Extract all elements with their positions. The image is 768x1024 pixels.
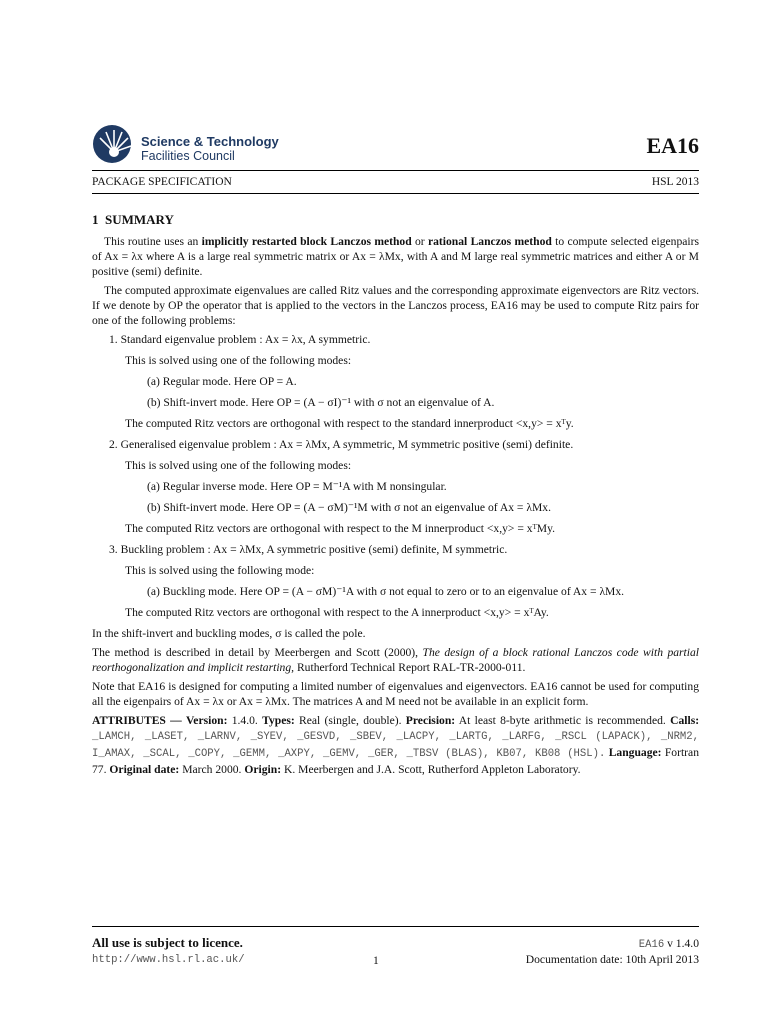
original-date-label: Original date: — [109, 763, 180, 776]
list-item-1: 1. Standard eigenvalue problem : Ax = λx, A symmetric. — [109, 333, 371, 346]
calls-label: Calls: — [670, 714, 700, 727]
subheader — [92, 175, 699, 190]
note-paragraph: Note that EA16 is designed for computing a limited number of eigenvalues and eigenvectors. EA16 cannot be used for computing all the eigenpairs of Ax = λx or Ax = λMx. The matrices A and M need not be available in an explicit form. — [92, 680, 699, 708]
hsl-url-link[interactable]: http://www.hsl.rl.ac.uk/ — [92, 954, 245, 966]
reference-text-a: The method is described in detail by Meerbergen and Scott (2000), — [92, 646, 419, 659]
attributes-label: ATTRIBUTES — — [92, 714, 182, 727]
subheader-rule — [92, 193, 699, 194]
p1-text-e: to compute selected eigenpairs of Ax = λx where A is a large real symmetric matrix or Ax = λMx, with A and M large real symmetric matrices and either A or M positive (semi) definite. — [92, 235, 699, 278]
list-item-1b: (b) Shift-invert mode. Here OP = (A − σI)⁻¹ with σ not an eigenvalue of A. — [147, 396, 495, 409]
attributes-paragraph — [92, 713, 699, 777]
list-item-1a: (a) Regular mode. Here OP = A. — [147, 375, 297, 388]
summary-paragraph-1 — [92, 234, 699, 279]
types-value: Real (single, double). — [298, 714, 402, 727]
language-value: Fortran 77. — [92, 746, 699, 776]
list-item-2b: (b) Shift-invert mode. Here OP = (A − σM)⁻¹M with σ not an eigenvalue of Ax = λMx. — [147, 501, 551, 514]
package-spec-label: PACKAGE SPECIFICATION — [92, 176, 232, 188]
page-header — [92, 118, 699, 170]
licence-notice: All use is subject to licence. — [92, 935, 243, 950]
reference-text-c: Rutherford Technical Report RAL-TR-2000-011. — [296, 661, 526, 674]
list-item-3-modes: This is solved using the following mode: — [125, 564, 315, 577]
package-title: EA16 — [646, 133, 699, 158]
section-title: SUMMARY — [105, 212, 174, 227]
stfc-logo — [92, 122, 292, 166]
list-item-2-modes: This is solved using one of the following modes: — [125, 459, 352, 472]
original-date-value: March 2000. — [182, 763, 242, 776]
section-number: 1 — [92, 212, 99, 227]
origin-value: K. Meerbergen and J.A. Scott, Rutherford Appleton Laboratory. — [283, 763, 581, 776]
summary-paragraph-2: The computed approximate eigenvalues are called Ritz values and the corresponding approximate eigenvectors are Ritz vectors. If we denote by OP the operator that is applied to the vectors in the Lanczos process, EA16 may be used to compute Ritz pairs for one of the following problems: — [92, 284, 699, 327]
p1-text-a: This routine uses an — [104, 235, 199, 248]
page-number: 1 — [373, 954, 379, 967]
stfc-emblem-icon — [92, 122, 136, 166]
language-label: Language: — [608, 746, 662, 759]
list-item-2-note: The computed Ritz vectors are orthogonal with respect to the M innerproduct <x,y> = xᵀMy. — [125, 522, 556, 535]
p1-bold-b: implicitly restarted block Lanczos method — [201, 235, 412, 248]
reference-paragraph — [92, 645, 699, 675]
version-value: 1.4.0. — [231, 714, 258, 727]
header-rule — [92, 170, 699, 171]
logo-line-2: Facilities Council — [141, 149, 235, 163]
version-label: Version: — [186, 714, 228, 727]
logo-line-1: Science & Technology — [141, 134, 279, 149]
summary-section — [92, 212, 699, 781]
documentation-date: Documentation date: 10th April 2013 — [525, 953, 699, 966]
footer-version-number: v 1.4.0 — [667, 937, 699, 950]
list-item-1-note: The computed Ritz vectors are orthogonal with respect to the standard innerproduct <x,y> = xᵀy. — [125, 417, 574, 430]
pole-paragraph: In the shift-invert and buckling modes, σ is called the pole. — [92, 627, 366, 640]
list-item-2a: (a) Regular inverse mode. Here OP = M⁻¹A with M nonsingular. — [147, 480, 447, 493]
footer-rule — [92, 926, 699, 927]
p1-bold-d: rational Lanczos method — [427, 235, 552, 248]
section-heading — [92, 212, 699, 228]
types-label: Types: — [262, 714, 295, 727]
precision-value: At least 8-byte arithmetic is recommended. — [458, 714, 666, 727]
p1-text-c: or — [415, 235, 425, 248]
footer-version — [639, 936, 699, 953]
list-item-3-note: The computed Ritz vectors are orthogonal with respect to the A innerproduct <x,y> = xᵀAy. — [125, 606, 549, 619]
origin-label: Origin: — [244, 763, 282, 776]
reference-title: The design of a block rational Lanczos code with partial reorthogonalization and implicit restarting, — [92, 646, 700, 674]
footer-package-name: EA16 — [638, 939, 665, 951]
list-item-3: 3. Buckling problem : Ax = λMx, A symmetric positive (semi) definite, M symmetric. — [109, 543, 508, 556]
list-item-1-modes: This is solved using one of the following modes: — [125, 354, 352, 367]
list-item-2: 2. Generalised eigenvalue problem : Ax = λMx, A symmetric, M symmetric positive (semi) definite. — [109, 438, 574, 451]
list-item-3a: (a) Buckling mode. Here OP = (A − σM)⁻¹A with σ not equal to zero or to an eigenvalue of Ax = λMx. — [147, 585, 625, 598]
calls-value: _LAMCH, _LASET, _LARNV, _SYEV, _GESVD, _SBEV, _LACPY, _LARTG, _LARFG, _RSCL (LAPACK), _NRM2, I_AMAX, _SCAL, _COPY, _GEMM, _AXPY, _GEMV, _GER, _TBSV (BLAS), KB07, KB08 (HSL). — [92, 731, 699, 760]
precision-label: Precision: — [405, 714, 456, 727]
hsl-year-label: HSL 2013 — [651, 176, 699, 188]
